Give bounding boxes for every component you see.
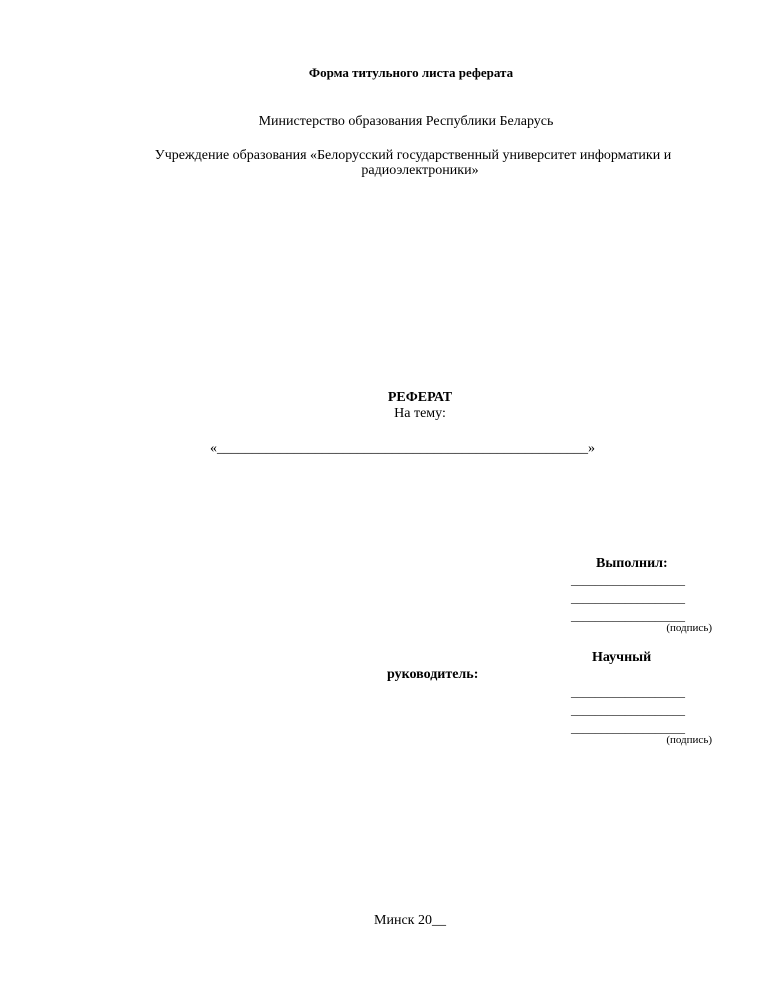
performer-blank-line: ___________________ (571, 591, 685, 605)
institution-name-line1: Учреждение образования «Белорусский государственный университет информатики и (154, 148, 672, 163)
supervisor-signature-caption: (подпись) (666, 734, 712, 746)
performer-blank-line: ___________________ (571, 573, 685, 587)
topic-blank-line: «_____________________________________________________» (210, 441, 595, 456)
supervisor-label-part2: руководитель: (387, 667, 479, 682)
performer-blank-line: ___________________ (571, 609, 685, 623)
form-title: Форма титульного листа реферата (308, 65, 514, 80)
topic-label: На тему: (394, 406, 446, 421)
ministry-name: Министерство образования Республики Беларусь (258, 114, 554, 129)
supervisor-blank-line: ___________________ (571, 703, 685, 717)
institution-name-line2: радиоэлектроники» (361, 163, 479, 178)
performer-label: Выполнил: (596, 556, 668, 571)
supervisor-label-part1: Научный (592, 650, 652, 665)
performer-signature-caption: (подпись) (666, 622, 712, 634)
city-year: Минск 20__ (374, 913, 446, 928)
supervisor-blank-line: ___________________ (571, 685, 685, 699)
document-heading: РЕФЕРАТ (387, 390, 453, 405)
supervisor-blank-line: ___________________ (571, 721, 685, 735)
